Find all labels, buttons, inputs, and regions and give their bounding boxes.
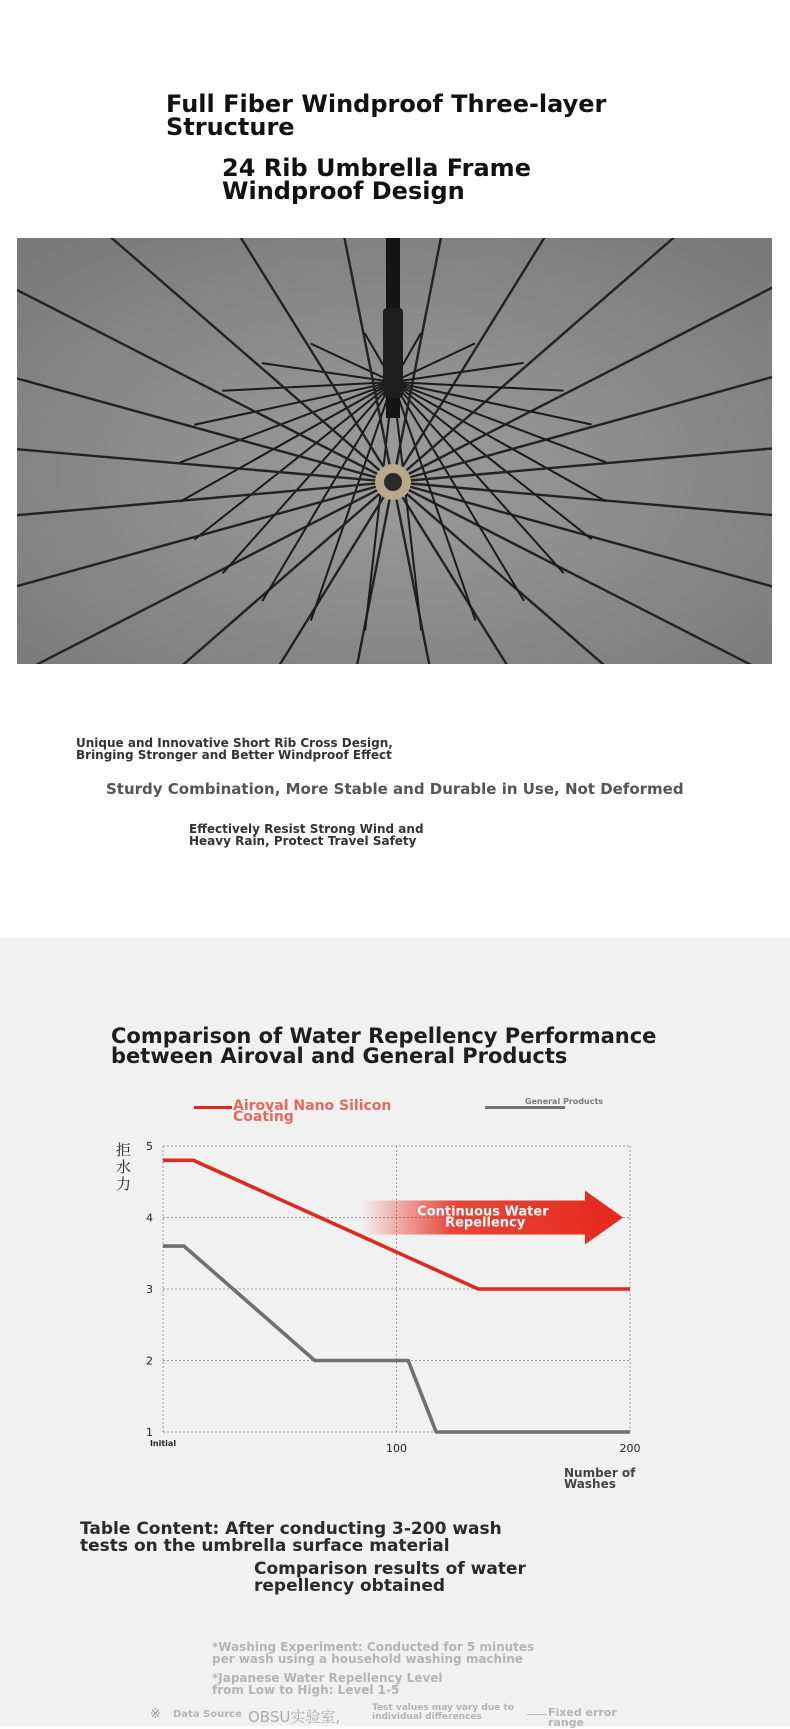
feature-line-2: Sturdy Combination, More Stable and Durable in Use, Not Deformed — [106, 781, 684, 797]
y-tick-label: 2 — [146, 1355, 153, 1368]
legend-swatch-general — [485, 1106, 565, 1109]
umbrella-photo — [17, 238, 772, 664]
umbrella-runner — [383, 308, 403, 398]
source-mark: ※ — [150, 1706, 161, 1722]
y-tick-label: 5 — [146, 1140, 153, 1153]
fixed-error-note: Fixed error range — [548, 1708, 617, 1728]
line-chart — [100, 1130, 660, 1460]
y-tick-label: 4 — [146, 1212, 153, 1225]
feature-line-3: Effectively Resist Strong Wind and Heavy Rain, Protect Travel Safety — [189, 823, 424, 847]
table-content-text: Table Content: After conducting 3-200 wash tests on the umbrella surface material — [80, 1521, 502, 1555]
hero-title-line2: 24 Rib Umbrella Frame Windproof Design — [222, 157, 531, 203]
chart-title: Comparison of Water Repellency Performance between Airoval and General Products — [111, 1026, 656, 1066]
comparison-result-text: Comparison results of water repellency obtained — [254, 1561, 526, 1595]
legend-label-general: General Products — [525, 1098, 603, 1106]
data-source-value: OBSU实验室, — [248, 1706, 340, 1727]
x-axis-label: Number of Washes — [564, 1468, 635, 1490]
data-source-label: Data Source — [173, 1710, 242, 1720]
chart-area — [100, 1130, 660, 1460]
x-tick-label: Initial — [150, 1439, 176, 1448]
note-washing-experiment: *Washing Experiment: Conducted for 5 minutes per wash using a household washing machine — [212, 1641, 534, 1665]
y-axis-label: 拒 水 力 — [116, 1142, 131, 1193]
x-tick-label: 100 — [386, 1442, 407, 1455]
y-tick-label: 3 — [146, 1283, 153, 1296]
x-tick-label: 200 — [620, 1442, 641, 1455]
feature-line-1: Unique and Innovative Short Rib Cross Design, Bringing Stronger and Better Windproof Effect — [76, 737, 393, 761]
hero-title-line1: Full Fiber Windproof Three-layer Structure — [166, 93, 606, 139]
test-values-note: Test values may vary due to individual differences — [372, 1704, 514, 1722]
legend-label-airoval: Airoval Nano Silicon Coating — [233, 1101, 391, 1123]
arrow-annotation: Continuous Water Repellency — [417, 1205, 549, 1231]
note-repellency-level: *Japanese Water Repellency Level from Low to High: Level 1-5 — [212, 1672, 443, 1696]
error-range-line — [527, 1714, 547, 1715]
y-tick-label: 1 — [146, 1426, 153, 1439]
legend-swatch-airoval — [194, 1106, 232, 1109]
